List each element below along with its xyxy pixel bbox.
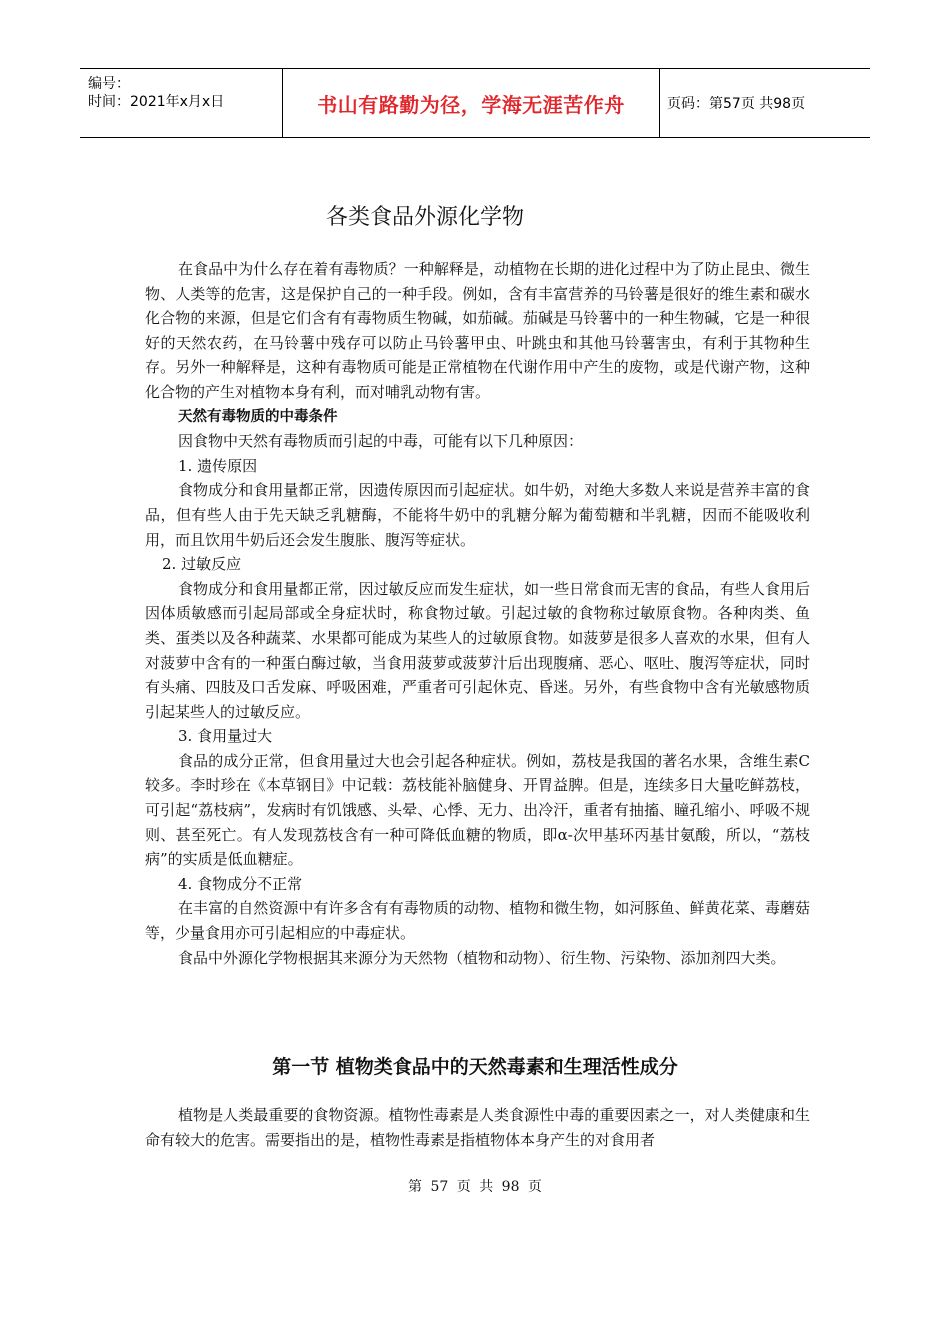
header-motto-cell <box>282 69 660 137</box>
list-item-heading: 2. 过敏反应 <box>162 555 242 574</box>
subheading: 天然有毒物质的中毒条件 <box>178 408 338 425</box>
section-body <box>145 1103 810 1152</box>
page-header <box>80 68 870 138</box>
paragraph: 食品中外源化学物根据其来源分为天然物（植物和动物）、衍生物、污染物、添加剂四大类。 <box>178 948 786 967</box>
date-label: 时间：2021年x月x日 <box>88 94 225 110</box>
serial-label: 编号： <box>88 76 130 92</box>
header-meta-cell <box>80 69 282 137</box>
list-item-heading: 3. 食用量过大 <box>178 727 273 746</box>
paragraph: 食物成分和食用量都正常，因过敏反应而发生症状，如一些日常食而无害的食品，有些人食用后因体质敏感而引起局部或全身症状时，称食物过敏。引起过敏的食物称过敏原食物。各种肉类、鱼类、蛋类以及各种蔬菜、水果都可能成为某些人的过敏原食物。如菠萝是很多人喜欢的水果，但有人对菠萝中含有的一种蛋白酶过敏，当食用菠萝或菠萝汁后出现腹痛、恶心、呕吐、腹泻等症状，同时有头痛、四肢及口舌发麻、呼吸困难，严重者可引起休克、昏迷。另外，有些食物中含有光敏感物质引起某些人的过敏反应。 <box>145 579 810 721</box>
page-footer: 第 57 页 共 98 页 <box>408 1179 542 1195</box>
list-item-heading: 1. 遗传原因 <box>178 456 258 475</box>
motto-text: 书山有路勤为径，学海无涯苦作舟 <box>317 92 625 117</box>
document-title: 各类食品外源化学物 <box>325 205 524 230</box>
header-page-cell <box>659 69 870 137</box>
paragraph: 植物是人类最重要的食物资源。植物性毒素是人类食源性中毒的重要因素之一，对人类健康和生命有较大的危害。需要指出的是，植物性毒素是指植物体本身产生的对食用者 <box>145 1106 810 1149</box>
paragraph: 在丰富的自然资源中有许多含有有毒物质的动物、植物和微生物，如河豚鱼、鲜黄花菜、毒蘑菇等，少量食用亦可引起相应的中毒症状。 <box>145 899 810 943</box>
list-item-heading: 4. 食物成分不正常 <box>178 874 303 893</box>
paragraph: 食品的成分正常，但食用量过大也会引起各种症状。例如，荔枝是我国的著名水果，含维生素C较多。李时珍在《本草钢目》中记载：荔枝能补脑健身、开胃益脾。但是，连续多日大量吃鲜荔枝，可引起“荔枝病”，发病时有饥饿感、头晕、心悸、无力、出冷汗，重者有抽搐、瞳孔缩小、呼吸不规则、甚至死亡。有人发现荔枝含有一种可降低血糖的物质，即α-次甲基环丙基甘氨酸，所以，“荔枝病”的实质是低血糖症。 <box>145 751 810 869</box>
paragraph: 在食品中为什么存在着有毒物质？一种解释是，动植物在长期的进化过程中为了防止昆虫、微生物、人类等的危害，这是保护自己的一种手段。例如，含有丰富营养的马铃薯是很好的维生素和碳水化合物的来源，但是它们含有有毒物质生物碱，如茄碱。茄碱是马铃薯中的一种生物碱，它是一种很好的天然农药，在马铃薯中残存可以防止马铃薯甲虫、叶跳虫和其他马铃薯害虫，有利于其物种生存。另外一种解释是，这种有毒物质可能是正常植物在代谢作用中产生的废物，或是代谢产物，这种化合物的产生对植物本身有利，而对哺乳动物有害。 <box>145 260 810 401</box>
page-code: 页码：第57页 共98页 <box>667 96 806 112</box>
document-body <box>145 257 810 970</box>
paragraph: 食物成分和食用量都正常，因遗传原因而引起症状。如牛奶，对绝大多数人来说是营养丰富的食品，但有些人由于先天缺乏乳糖酶，不能将牛奶中的乳糖分解为葡萄糖和半乳糖，因而不能吸收利用，而且饮用牛奶后还会发生腹胀、腹泻等症状。 <box>145 481 810 549</box>
section-title: 第一节 植物类食品中的天然毒素和生理活性成分 <box>272 1056 678 1078</box>
document-title-wrap <box>0 200 950 231</box>
paragraph: 因食物中天然有毒物质而引起的中毒，可能有以下几种原因： <box>178 432 584 451</box>
